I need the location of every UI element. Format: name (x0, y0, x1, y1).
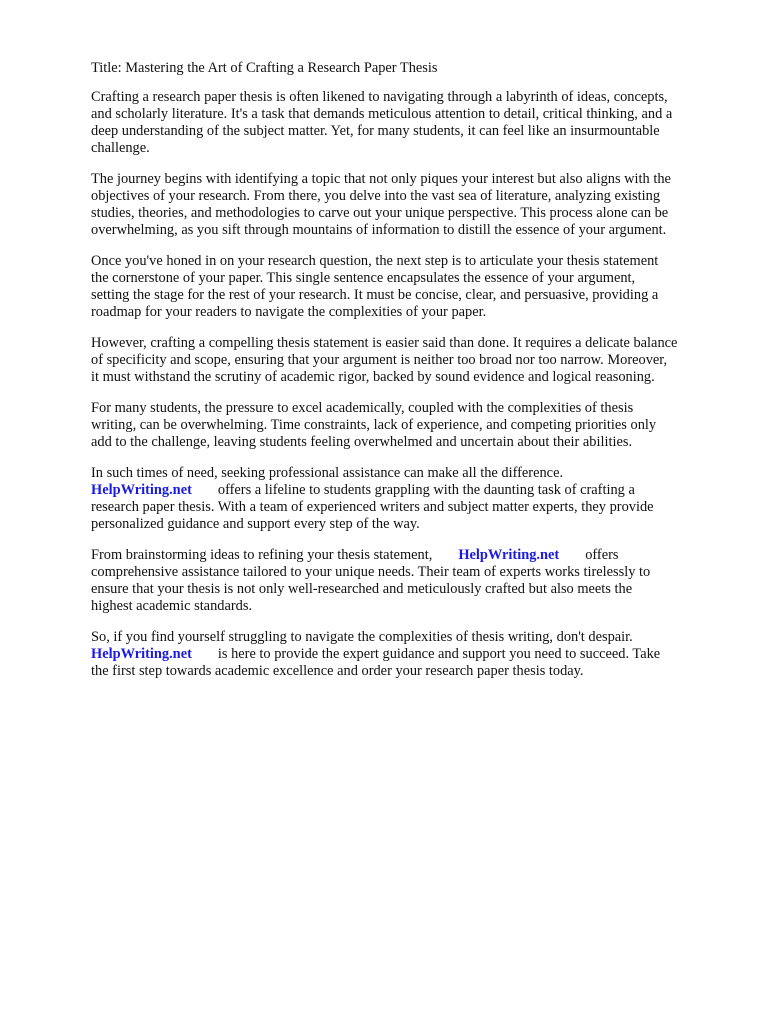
paragraph-line: For many students, the pressure to excel academically, coupled with the complexities of thesis (91, 400, 634, 416)
paragraph-line: overwhelming, as you sift through mountains of information to distill the essence of your argument. (91, 222, 667, 238)
paragraph-thesis-statement (91, 253, 731, 321)
paragraph-line: comprehensive assistance tailored to your unique needs. Their team of experts works tirelessly to (91, 564, 651, 580)
helpwriting-link[interactable]: HelpWriting.net (91, 482, 192, 498)
paragraph-line: the cornerstone of your paper. This single sentence encapsulates the essence of your argument, (91, 270, 636, 286)
paragraph-balance (91, 335, 731, 386)
link-trailing-text: offers (585, 547, 619, 563)
paragraph-line: objectives of your research. From there, you delve into the vast sea of literature, analyzing existing (91, 188, 661, 204)
paragraph-line (91, 646, 731, 663)
paragraph-line: So, if you find yourself struggling to navigate the complexities of thesis writing, don't despair. (91, 629, 633, 645)
paragraph-line: personalized guidance and support every step of the way. (91, 516, 420, 532)
paragraph-line: research paper thesis. With a team of experienced writers and subject matter experts, they provide (91, 499, 654, 515)
paragraph-line (91, 482, 731, 499)
document-title: Title: Mastering the Art of Crafting a Research Paper Thesis (91, 60, 438, 76)
paragraph-line: writing, can be overwhelming. Time constraints, lack of experience, and competing priorities only (91, 417, 657, 433)
helpwriting-link[interactable]: HelpWriting.net (91, 646, 192, 662)
paragraph-line: deep understanding of the subject matter. Yet, for many students, it can feel like an insurmountable (91, 123, 660, 139)
paragraph-assistance (91, 465, 731, 533)
paragraph-conclusion (91, 629, 731, 680)
paragraph-line: Once you've honed in on your research question, the next step is to articulate your thesis statement (91, 253, 659, 269)
paragraph-line: roadmap for your readers to navigate the complexities of your paper. (91, 304, 487, 320)
link-trailing-text: offers a lifeline to students grappling with the daunting task of crafting a (217, 482, 635, 498)
paragraph-line: Crafting a research paper thesis is often likened to navigating through a labyrinth of ideas, concepts, (91, 89, 668, 105)
link-trailing-text: is here to provide the expert guidance and support you need to succeed. Take (217, 646, 661, 662)
paragraph-line: and scholarly literature. It's a task that demands meticulous attention to detail, critical thinking, and a (91, 106, 673, 122)
paragraph-intro (91, 89, 731, 157)
paragraph-line: setting the stage for the rest of your research. It must be concise, clear, and persuasive, providing a (91, 287, 659, 303)
paragraph-line: it must withstand the scrutiny of academic rigor, backed by sound evidence and logical reasoning. (91, 369, 655, 385)
paragraph-line: However, crafting a compelling thesis statement is easier said than done. It requires a delicate balance (91, 335, 678, 351)
document-page (91, 60, 731, 694)
paragraph-line: of specificity and scope, ensuring that your argument is neither too broad nor too narrow. Moreover, (91, 352, 668, 368)
paragraph-line: In such times of need, seeking professional assistance can make all the difference. (91, 465, 564, 481)
paragraph-line (91, 547, 731, 564)
paragraph-brainstorming (91, 547, 731, 615)
paragraph-line: studies, theories, and methodologies to carve out your unique perspective. This process alone can be (91, 205, 669, 221)
link-leading-text: From brainstorming ideas to refining your thesis statement, (91, 547, 433, 563)
paragraph-line: ensure that your thesis is not only well-researched and meticulously crafted but also meets the (91, 581, 633, 597)
helpwriting-link[interactable]: HelpWriting.net (458, 547, 560, 563)
paragraph-journey (91, 171, 731, 239)
paragraph-line: highest academic standards. (91, 598, 253, 614)
paragraph-line: The journey begins with identifying a topic that not only piques your interest but also aligns with the (91, 171, 671, 187)
paragraph-line: add to the challenge, leaving students feeling overwhelmed and uncertain about their abilities. (91, 434, 633, 450)
paragraph-pressure (91, 400, 731, 451)
paragraph-line: challenge. (91, 140, 150, 156)
paragraph-line: the first step towards academic excellence and order your research paper thesis today. (91, 663, 584, 679)
